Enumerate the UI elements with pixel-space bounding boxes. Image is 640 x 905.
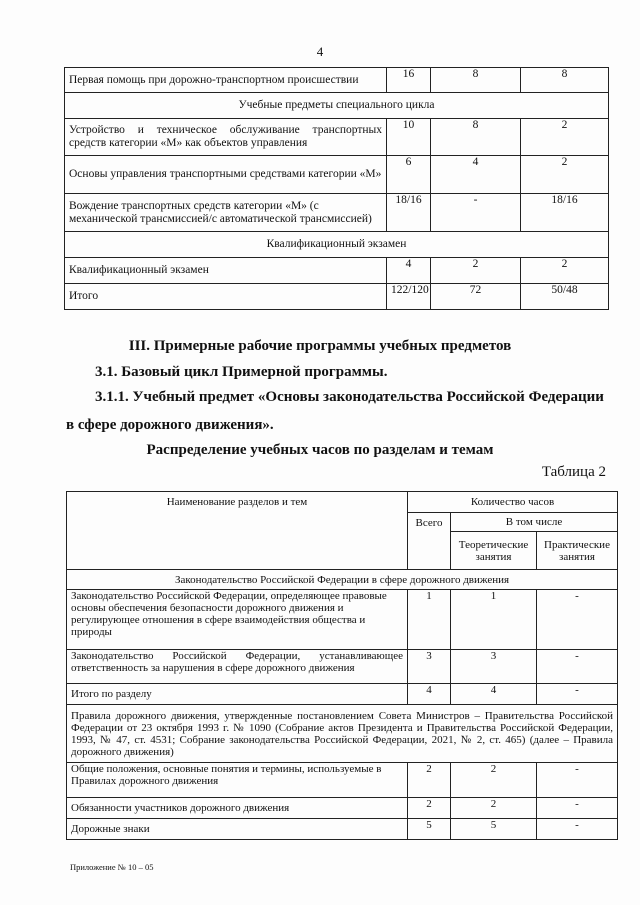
table-2: [66, 491, 618, 840]
total-hours: 4: [387, 258, 431, 284]
table-number: Таблица 2: [541, 464, 606, 480]
table-row: [65, 194, 609, 232]
table-row: [67, 798, 618, 819]
header-practice: Практические занятия: [537, 532, 618, 570]
practice-hours: 50/48: [521, 284, 609, 310]
row-name: Вождение транспортных средств категории «М» (с механической трансмиссией/с автоматической трансмиссией): [65, 194, 387, 232]
theory-hours: 5: [451, 819, 537, 840]
table-row: [67, 590, 618, 650]
practice-hours: 2: [521, 119, 609, 156]
theory-hours: 4: [431, 156, 521, 194]
theory-hours: 8: [431, 68, 521, 93]
table-row: [65, 119, 609, 156]
section-name: Правила дорожного движения, утвержденные постановлением Совета Министров – Правительства Российской Федерации от 23 октября 1993 г. № 1090 (Собрание актов Президента и Правительства Российской Федерации, 1993, № 47, ст. 4531; Собрание законодательства Российской Федерации, 2021, № 2, ст. 465) (далее – Правила дорожного движения): [67, 705, 618, 763]
table-row: [67, 684, 618, 705]
total-hours: 2: [408, 798, 451, 819]
table-row: [67, 819, 618, 840]
header-total: Всего: [408, 513, 451, 570]
table-row: [65, 284, 609, 310]
theory-hours: -: [431, 194, 521, 232]
row-name: Устройство и техническое обслуживание транспортных средств категории «М» как объектов управления: [65, 119, 387, 156]
topic-name: Общие положения, основные понятия и термины, используемые в Правилах дорожного движения: [67, 763, 408, 798]
topic-name: Законодательство Российской Федерации, устанавливающее ответственность за нарушения в сфере дорожного движения: [67, 650, 408, 684]
practice-hours: 8: [521, 68, 609, 93]
section-name: Квалификационный экзамен: [65, 232, 609, 258]
topic-name: Дорожные знаки: [67, 819, 408, 840]
section-row: [67, 705, 618, 763]
total-hours: 2: [408, 763, 451, 798]
header-row: [67, 492, 618, 513]
table-row: [65, 156, 609, 194]
practice-hours: 2: [521, 258, 609, 284]
table-1-continued: [64, 67, 609, 310]
total-hours: 6: [387, 156, 431, 194]
table-row: [65, 258, 609, 284]
table-row: [67, 650, 618, 684]
total-hours: 1: [408, 590, 451, 650]
section-name: Законодательство Российской Федерации в сфере дорожного движения: [67, 570, 618, 590]
theory-hours: 2: [431, 258, 521, 284]
section-name: Учебные предметы специального цикла: [65, 93, 609, 119]
row-name: Квалификационный экзамен: [65, 258, 387, 284]
row-name: Первая помощь при дорожно-транспортном происшествии: [65, 68, 387, 93]
distribution-title: Распределение учебных часов по разделам и темам: [146, 442, 494, 458]
section-row: [65, 232, 609, 258]
practice-hours: 18/16: [521, 194, 609, 232]
total-hours: 3: [408, 650, 451, 684]
header-hours: Количество часов: [408, 492, 618, 513]
practice-hours: -: [537, 590, 618, 650]
practice-hours: -: [537, 763, 618, 798]
practice-hours: -: [537, 819, 618, 840]
section-row: [65, 93, 609, 119]
topic-name: Законодательство Российской Федерации, определяющее правовые основы обеспечения безопасности дорожного движения и регулирующее отношения в сфере взаимодействия общества и природы: [67, 590, 408, 650]
practice-hours: 2: [521, 156, 609, 194]
practice-hours: -: [537, 650, 618, 684]
theory-hours: 1: [451, 590, 537, 650]
practice-hours: -: [537, 684, 618, 705]
subject-heading: 3.1.1. Учебный предмет «Основы законодательства Российской Федерации: [95, 389, 604, 405]
theory-hours: 4: [451, 684, 537, 705]
theory-hours: 2: [451, 798, 537, 819]
total-hours: 18/16: [387, 194, 431, 232]
topic-name: Обязанности участников дорожного движения: [67, 798, 408, 819]
total-hours: 4: [408, 684, 451, 705]
footer-note: Приложение № 10 – 05: [70, 862, 154, 872]
theory-hours: 3: [451, 650, 537, 684]
section-title: III. Примерные рабочие программы учебных предметов: [128, 338, 512, 354]
row-name: Основы управления транспортными средствами категории «М»: [65, 156, 387, 194]
total-hours: 10: [387, 119, 431, 156]
header-including: В том числе: [451, 513, 618, 532]
subject-heading-continued: в сфере дорожного движения».: [66, 417, 274, 433]
row-name: Итого: [65, 284, 387, 310]
page-number: 4: [316, 44, 324, 59]
header-name: Наименование разделов и тем: [67, 492, 408, 570]
total-hours: 16: [387, 68, 431, 93]
subsection-heading: 3.1. Базовый цикл Примерной программы.: [95, 364, 388, 380]
theory-hours: 2: [451, 763, 537, 798]
table-row: [67, 763, 618, 798]
table-row: [65, 68, 609, 93]
total-hours: 122/120: [387, 284, 431, 310]
total-hours: 5: [408, 819, 451, 840]
theory-hours: 72: [431, 284, 521, 310]
topic-name: Итого по разделу: [67, 684, 408, 705]
theory-hours: 8: [431, 119, 521, 156]
practice-hours: -: [537, 798, 618, 819]
section-row: [67, 570, 618, 590]
header-theory: Теоретические занятия: [451, 532, 537, 570]
